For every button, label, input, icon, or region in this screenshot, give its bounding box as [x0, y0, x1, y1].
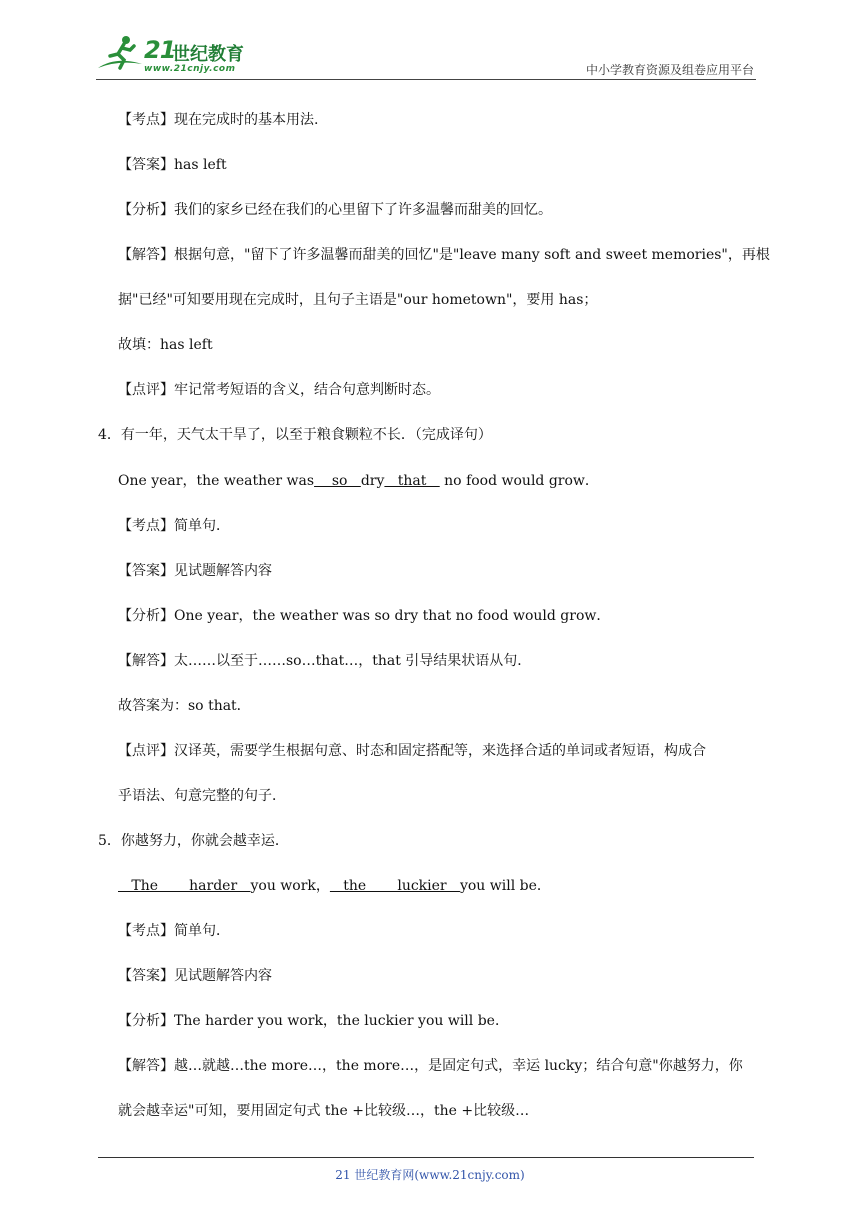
question-4: 4．有一年，天气太干旱了，以至于粮食颗粒不长．（完成译句）	[98, 427, 492, 443]
platform-name: 中小学教育资源及组卷应用平台	[585, 63, 754, 77]
solution-line-cont: 就会越幸运"可知，要用固定句式 the +比较级…，the +比较级…	[118, 1103, 530, 1119]
question-5-sentence	[118, 875, 762, 897]
kaodian-line: 【考点】现在完成时的基本用法.	[118, 112, 319, 128]
blank-answer: the luckier	[329, 878, 460, 894]
solution-line: 【解答】根据句意，"留下了许多温馨而甜美的回忆"是"leave many soft and sweet memories"，再根	[118, 247, 770, 263]
blank-answer: so	[314, 473, 361, 489]
runner-icon	[96, 34, 144, 74]
sentence-text: One year，the weather was	[118, 473, 315, 489]
kaodian-line: 【考点】简单句．	[118, 923, 230, 939]
analysis-line: 【分析】One year，the weather was so dry that no food would grow．	[118, 608, 611, 624]
question-4-sentence	[118, 470, 762, 492]
sentence-text: no food would grow．	[439, 473, 599, 489]
logo-number: 21	[144, 36, 176, 64]
site-logo	[96, 34, 256, 78]
answer-line: 【答案】见试题解答内容	[118, 563, 272, 579]
answer-line: 【答案】见试题解答内容	[118, 968, 272, 984]
blank-answer: The harder	[118, 878, 251, 894]
page-header	[0, 0, 860, 80]
comment-line: 【点评】汉译英，需要学生根据句意、时态和固定搭配等，来选择合适的单词或者短语，构成合	[118, 743, 706, 759]
analysis-line: 【分析】我们的家乡已经在我们的心里留下了许多温馨而甜美的回忆。	[118, 202, 552, 218]
solution-line-cont: 据"已经"可知要用现在完成时，且句子主语是"our hometown"，要用 has；	[118, 292, 598, 308]
logo-text: 世纪教育	[172, 44, 244, 65]
sentence-text: you work，	[250, 878, 330, 894]
kaodian-line: 【考点】简单句．	[118, 518, 230, 534]
answer-line: 【答案】has left	[118, 157, 227, 173]
fill-answer-line: 故答案为：so that．	[118, 698, 251, 714]
blank-answer: that	[384, 473, 440, 489]
page-footer: 21 世纪教育网(www.21cnjy.com)	[335, 1168, 525, 1182]
comment-line: 【点评】牢记常考短语的含义，结合句意判断时态。	[118, 382, 440, 398]
comment-line-cont: 乎语法、句意完整的句子．	[118, 788, 286, 804]
question-5: 5．你越努力，你就会越幸运．	[98, 833, 289, 849]
sentence-text: dry	[360, 473, 385, 489]
footer-divider	[98, 1157, 754, 1158]
analysis-line: 【分析】The harder you work，the luckier you will be．	[118, 1013, 509, 1029]
solution-line: 【解答】越…就越…the more…，the more…，是固定句式，幸运 lucky；结合句意"你越努力，你	[118, 1058, 743, 1074]
logo-url: www.21cnjy.com	[144, 64, 236, 74]
header-divider	[96, 79, 756, 80]
solution-line: 【解答】太……以至于……so…that…，that 引导结果状语从句．	[118, 653, 532, 669]
sentence-text: you will be．	[459, 878, 551, 894]
fill-answer-line: 故填：has left	[118, 337, 213, 353]
